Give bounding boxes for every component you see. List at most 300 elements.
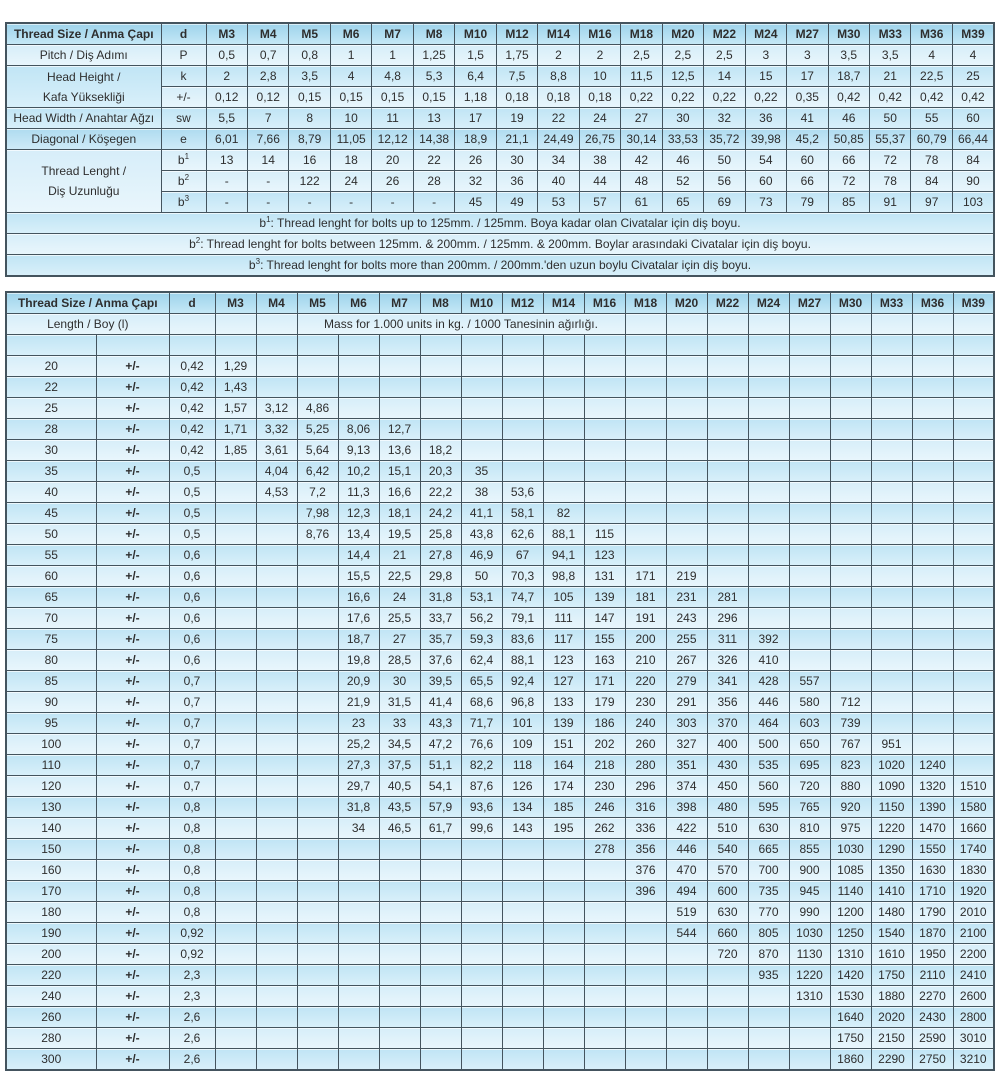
mass-value-cell: 88,1 <box>543 524 584 545</box>
mass-value-cell: 179 <box>584 692 625 713</box>
value-cell: 3,5 <box>828 45 869 66</box>
mass-value-cell <box>666 965 707 986</box>
mass-value-cell: 3,12 <box>256 398 297 419</box>
value-cell: 13 <box>206 150 247 171</box>
mass-value-cell: 88,1 <box>502 650 543 671</box>
mass-value-cell <box>256 944 297 965</box>
mass-value-cell <box>543 440 584 461</box>
mass-value-cell: 24,2 <box>420 503 461 524</box>
mass-value-cell: 82,2 <box>461 755 502 776</box>
empty-cell <box>169 335 215 356</box>
value-cell: - <box>330 192 371 213</box>
value-cell: 0,18 <box>579 87 620 108</box>
tolerance-cell: 0,6 <box>169 545 215 566</box>
mass-value-cell <box>748 608 789 629</box>
mass-value-cell: 735 <box>748 881 789 902</box>
symbol-cell: sw <box>161 108 206 129</box>
value-cell: 12,5 <box>662 66 703 87</box>
table-row <box>6 150 994 171</box>
mass-value-cell: 8,06 <box>338 419 379 440</box>
mass-value-cell <box>256 692 297 713</box>
column-header-d: d <box>161 23 206 45</box>
table-row <box>6 965 994 986</box>
mass-value-cell <box>461 1028 502 1049</box>
mass-value-cell: 557 <box>789 671 830 692</box>
mass-value-cell <box>625 986 666 1007</box>
mass-value-cell: 3210 <box>953 1049 994 1071</box>
mass-value-cell: 765 <box>789 797 830 818</box>
tolerance-cell: 0,8 <box>169 860 215 881</box>
mass-value-cell <box>584 356 625 377</box>
mass-value-cell: 1,43 <box>215 377 256 398</box>
column-header-m16: M16 <box>584 292 625 314</box>
mass-value-cell: 1085 <box>830 860 871 881</box>
value-cell: 60,79 <box>911 129 952 150</box>
tolerance-sign-cell: +/- <box>96 818 169 839</box>
mass-value-cell <box>871 440 912 461</box>
value-cell: 2,8 <box>247 66 288 87</box>
mass-value-cell <box>297 839 338 860</box>
mass-value-cell <box>338 1007 379 1028</box>
mass-value-cell: 65,5 <box>461 671 502 692</box>
mass-value-cell <box>256 650 297 671</box>
value-cell: 84 <box>911 171 952 192</box>
mass-value-cell <box>707 1049 748 1071</box>
mass-value-cell <box>912 524 953 545</box>
tolerance-sign-cell: +/- <box>96 566 169 587</box>
length-cell: 35 <box>6 461 96 482</box>
mass-value-cell <box>748 503 789 524</box>
mass-value-cell <box>215 881 256 902</box>
value-cell: 54 <box>745 150 786 171</box>
mass-value-cell: 8,76 <box>297 524 338 545</box>
mass-value-cell <box>625 944 666 965</box>
mass-value-cell <box>297 629 338 650</box>
mass-value-cell: 131 <box>584 566 625 587</box>
value-cell: 0,42 <box>911 87 952 108</box>
mass-value-cell: 281 <box>707 587 748 608</box>
mass-value-cell <box>584 461 625 482</box>
mass-value-cell: 219 <box>666 566 707 587</box>
mass-value-cell: 46,9 <box>461 545 502 566</box>
mass-value-cell: 630 <box>748 818 789 839</box>
mass-value-cell <box>297 755 338 776</box>
table-row <box>6 629 994 650</box>
mass-value-cell <box>707 482 748 503</box>
mass-value-cell <box>215 713 256 734</box>
mass-value-cell <box>420 881 461 902</box>
value-cell: 53 <box>538 192 579 213</box>
mass-value-cell: 202 <box>584 734 625 755</box>
mass-value-cell <box>256 902 297 923</box>
mass-value-cell <box>871 629 912 650</box>
value-cell: 0,12 <box>247 87 288 108</box>
mass-value-cell <box>584 503 625 524</box>
mass-value-cell <box>379 986 420 1007</box>
value-cell: 10 <box>579 66 620 87</box>
tolerance-sign-cell: +/- <box>96 692 169 713</box>
empty-cell <box>830 335 871 356</box>
mass-value-cell <box>748 419 789 440</box>
mass-value-cell: 4,04 <box>256 461 297 482</box>
mass-value-cell: 1880 <box>871 986 912 1007</box>
mass-value-cell: 2020 <box>871 1007 912 1028</box>
mass-value-cell: 880 <box>830 776 871 797</box>
table-row <box>6 545 994 566</box>
value-cell: 17 <box>787 66 828 87</box>
mass-value-cell <box>707 545 748 566</box>
mass-value-cell <box>789 503 830 524</box>
mass-value-cell <box>420 356 461 377</box>
empty-cell <box>379 335 420 356</box>
column-header-m36: M36 <box>912 292 953 314</box>
empty-cell <box>707 314 748 335</box>
mass-value-cell: 12,7 <box>379 419 420 440</box>
mass-value-cell <box>830 419 871 440</box>
table-row <box>6 818 994 839</box>
column-header-m5: M5 <box>289 23 330 45</box>
column-header-m36: M36 <box>911 23 952 45</box>
mass-value-cell <box>748 566 789 587</box>
value-cell: 17 <box>455 108 496 129</box>
column-header-m4: M4 <box>256 292 297 314</box>
value-cell: 21,1 <box>496 129 537 150</box>
mass-value-cell <box>502 1049 543 1071</box>
mass-value-cell <box>625 902 666 923</box>
mass-value-cell <box>338 944 379 965</box>
empty-cell <box>666 335 707 356</box>
value-cell: 1,25 <box>413 45 454 66</box>
mass-value-cell <box>256 545 297 566</box>
length-cell: 85 <box>6 671 96 692</box>
mass-value-cell: 1,71 <box>215 419 256 440</box>
mass-value-cell: 27,8 <box>420 545 461 566</box>
mass-value-cell <box>420 1007 461 1028</box>
column-header-m39: M39 <box>953 292 994 314</box>
mass-value-cell: 2430 <box>912 1007 953 1028</box>
mass-value-cell: 3,32 <box>256 419 297 440</box>
mass-value-cell: 1860 <box>830 1049 871 1071</box>
mass-value-cell <box>297 986 338 1007</box>
length-cell: 40 <box>6 482 96 503</box>
mass-value-cell <box>338 356 379 377</box>
mass-value-cell: 16,6 <box>379 482 420 503</box>
mass-value-cell: 1660 <box>953 818 994 839</box>
mass-value-cell <box>830 608 871 629</box>
tolerance-sign-cell: +/- <box>96 839 169 860</box>
mass-value-cell <box>543 482 584 503</box>
tolerance-cell: 0,5 <box>169 482 215 503</box>
mass-value-cell <box>830 524 871 545</box>
tolerance-sign-cell: +/- <box>96 440 169 461</box>
mass-value-cell <box>830 482 871 503</box>
mass-value-cell <box>215 755 256 776</box>
mass-value-cell <box>625 965 666 986</box>
mass-value-cell <box>256 881 297 902</box>
mass-value-cell: 68,6 <box>461 692 502 713</box>
value-cell: 24 <box>330 171 371 192</box>
mass-value-cell <box>543 986 584 1007</box>
mass-value-cell: 805 <box>748 923 789 944</box>
mass-value-cell: 720 <box>789 776 830 797</box>
length-cell: 130 <box>6 797 96 818</box>
empty-cell <box>96 335 169 356</box>
value-cell: 3 <box>745 45 786 66</box>
tolerance-sign-cell: +/- <box>96 671 169 692</box>
mass-value-cell <box>543 1049 584 1071</box>
mass-value-cell: 580 <box>789 692 830 713</box>
tolerance-sign-cell: +/- <box>96 629 169 650</box>
column-header-m3: M3 <box>215 292 256 314</box>
mass-value-cell <box>830 650 871 671</box>
mass-value-cell: 127 <box>543 671 584 692</box>
value-cell: 32 <box>455 171 496 192</box>
mass-value-cell <box>953 608 994 629</box>
value-cell: 3 <box>787 45 828 66</box>
mass-value-cell: 376 <box>625 860 666 881</box>
mass-value-cell <box>297 608 338 629</box>
mass-value-cell <box>953 587 994 608</box>
value-cell: 0,22 <box>621 87 662 108</box>
mass-value-cell <box>871 566 912 587</box>
mass-value-cell <box>256 713 297 734</box>
mass-value-cell <box>256 377 297 398</box>
tolerance-sign-cell: +/- <box>96 398 169 419</box>
mass-value-cell <box>379 965 420 986</box>
mass-value-cell <box>584 482 625 503</box>
tolerance-cell: 0,7 <box>169 734 215 755</box>
mass-value-cell <box>215 587 256 608</box>
mass-value-cell: 4,86 <box>297 398 338 419</box>
tolerance-sign-cell: +/- <box>96 902 169 923</box>
mass-value-cell: 1,85 <box>215 440 256 461</box>
mass-value-cell <box>420 986 461 1007</box>
value-cell: 30 <box>662 108 703 129</box>
mass-value-cell: 540 <box>707 839 748 860</box>
mass-value-cell <box>256 776 297 797</box>
column-header-m22: M22 <box>704 23 745 45</box>
mass-value-cell <box>625 461 666 482</box>
mass-value-cell: 2270 <box>912 986 953 1007</box>
mass-value-cell: 28,5 <box>379 650 420 671</box>
mass-value-cell: 15,5 <box>338 566 379 587</box>
mass-value-cell <box>379 944 420 965</box>
value-cell: 19 <box>496 108 537 129</box>
mass-value-cell: 96,8 <box>502 692 543 713</box>
mass-value-cell <box>543 881 584 902</box>
mass-value-cell: 1,29 <box>215 356 256 377</box>
mass-value-cell <box>502 440 543 461</box>
mass-value-cell <box>789 650 830 671</box>
mass-value-cell: 855 <box>789 839 830 860</box>
tolerance-cell: 0,8 <box>169 818 215 839</box>
mass-value-cell <box>789 482 830 503</box>
length-cell: 240 <box>6 986 96 1007</box>
mass-value-cell <box>543 965 584 986</box>
column-header-m14: M14 <box>543 292 584 314</box>
row-label-line: Kafa Yüksekliği <box>42 89 125 104</box>
mass-value-cell <box>584 440 625 461</box>
empty-cell <box>953 314 994 335</box>
empty-cell <box>707 335 748 356</box>
length-cell: 190 <box>6 923 96 944</box>
value-cell: 85 <box>828 192 869 213</box>
value-cell: 14 <box>247 150 288 171</box>
mass-value-cell: 5,25 <box>297 419 338 440</box>
mass-value-cell: 1020 <box>871 755 912 776</box>
mass-value-cell: 1540 <box>871 923 912 944</box>
mass-value-cell <box>420 398 461 419</box>
tolerance-cell: 0,5 <box>169 503 215 524</box>
mass-value-cell <box>543 398 584 419</box>
symbol-cell: $b^2$ <box>161 171 206 192</box>
mass-value-cell: 327 <box>666 734 707 755</box>
length-cell: 100 <box>6 734 96 755</box>
mass-value-cell <box>215 524 256 545</box>
mass-value-cell <box>297 650 338 671</box>
mass-value-cell <box>953 650 994 671</box>
mass-value-cell <box>625 524 666 545</box>
mass-value-cell: 38 <box>461 482 502 503</box>
tolerance-cell: 0,5 <box>169 524 215 545</box>
mass-value-cell: 1350 <box>871 860 912 881</box>
mass-value-cell <box>215 1007 256 1028</box>
mass-value-cell: 246 <box>584 797 625 818</box>
table-row <box>6 881 994 902</box>
length-cell: 110 <box>6 755 96 776</box>
mass-value-cell <box>748 398 789 419</box>
column-header-m27: M27 <box>787 23 828 45</box>
mass-value-cell: 31,8 <box>420 587 461 608</box>
mass-value-cell <box>461 398 502 419</box>
mass-value-cell <box>461 902 502 923</box>
mass-value-cell: 1950 <box>912 944 953 965</box>
mass-value-cell <box>953 482 994 503</box>
value-cell: 35,72 <box>704 129 745 150</box>
value-cell: 26 <box>455 150 496 171</box>
mass-value-cell <box>666 503 707 524</box>
mass-value-cell <box>830 398 871 419</box>
mass-value-cell: 139 <box>543 713 584 734</box>
mass-value-cell <box>748 377 789 398</box>
mass-value-cell <box>502 860 543 881</box>
mass-value-cell <box>707 503 748 524</box>
tolerance-sign-cell: +/- <box>96 1028 169 1049</box>
value-cell: 0,15 <box>289 87 330 108</box>
length-cell: 70 <box>6 608 96 629</box>
value-cell: 1 <box>372 45 413 66</box>
length-cell: 50 <box>6 524 96 545</box>
symbol-cell: k <box>161 66 206 87</box>
mass-value-cell <box>297 797 338 818</box>
table-row <box>6 503 994 524</box>
mass-value-cell: 151 <box>543 734 584 755</box>
value-cell: 103 <box>952 192 994 213</box>
mass-value-cell <box>215 461 256 482</box>
value-cell: 66 <box>787 171 828 192</box>
mass-value-cell: 15,1 <box>379 461 420 482</box>
mass-value-cell: 98,8 <box>543 566 584 587</box>
value-cell: 11,05 <box>330 129 371 150</box>
tolerance-sign-cell: +/- <box>96 713 169 734</box>
mass-value-cell: 767 <box>830 734 871 755</box>
mass-value-cell: 17,6 <box>338 608 379 629</box>
value-cell: 18,9 <box>455 129 496 150</box>
column-header-m10: M10 <box>455 23 496 45</box>
mass-value-cell: 262 <box>584 818 625 839</box>
mass-value-cell <box>379 839 420 860</box>
column-header-m24: M24 <box>748 292 789 314</box>
mass-value-cell: 255 <box>666 629 707 650</box>
mass-value-cell <box>256 524 297 545</box>
mass-value-cell: 47,2 <box>420 734 461 755</box>
mass-value-cell <box>502 419 543 440</box>
mass-value-cell <box>707 1028 748 1049</box>
mass-value-cell <box>789 608 830 629</box>
value-cell: 1,18 <box>455 87 496 108</box>
table-row <box>6 839 994 860</box>
mass-value-cell <box>256 608 297 629</box>
mass-value-cell: 34 <box>338 818 379 839</box>
mass-value-cell <box>543 461 584 482</box>
mass-value-cell: 92,4 <box>502 671 543 692</box>
length-cell: 260 <box>6 1007 96 1028</box>
mass-value-cell <box>830 629 871 650</box>
mass-value-cell <box>297 1007 338 1028</box>
empty-cell <box>169 314 215 335</box>
value-cell: 2,5 <box>662 45 703 66</box>
tolerance-sign-cell: +/- <box>96 650 169 671</box>
mass-value-cell: 1530 <box>830 986 871 1007</box>
mass-value-cell: 260 <box>625 734 666 755</box>
mass-value-cell <box>707 1007 748 1028</box>
mass-value-cell <box>379 881 420 902</box>
mass-value-cell: 19,5 <box>379 524 420 545</box>
mass-value-cell <box>912 587 953 608</box>
footnote-row <box>6 213 994 234</box>
tolerance-sign-cell: +/- <box>96 503 169 524</box>
column-header-m7: M7 <box>379 292 420 314</box>
table-row <box>6 755 994 776</box>
empty-cell <box>6 335 96 356</box>
value-cell: 1 <box>330 45 371 66</box>
table-row <box>6 356 994 377</box>
value-cell: 22 <box>538 108 579 129</box>
mass-value-cell <box>625 503 666 524</box>
value-cell: 0,22 <box>704 87 745 108</box>
tolerance-cell: 0,6 <box>169 629 215 650</box>
mass-value-cell <box>789 1007 830 1028</box>
value-cell: 14,38 <box>413 129 454 150</box>
mass-value-cell <box>502 923 543 944</box>
value-cell: 0,18 <box>496 87 537 108</box>
length-cell: 90 <box>6 692 96 713</box>
column-header-m33: M33 <box>871 292 912 314</box>
empty-cell <box>748 335 789 356</box>
value-cell: - <box>247 171 288 192</box>
mass-value-cell <box>420 1049 461 1071</box>
mass-value-cell <box>215 734 256 755</box>
table-row <box>6 524 994 545</box>
tolerance-cell: 2,6 <box>169 1049 215 1071</box>
table-row <box>6 1049 994 1071</box>
mass-value-cell: 200 <box>625 629 666 650</box>
mass-value-cell <box>584 1049 625 1071</box>
mass-value-cell <box>953 356 994 377</box>
mass-value-cell <box>707 986 748 1007</box>
mass-value-cell: 1290 <box>871 839 912 860</box>
mass-value-cell: 326 <box>707 650 748 671</box>
